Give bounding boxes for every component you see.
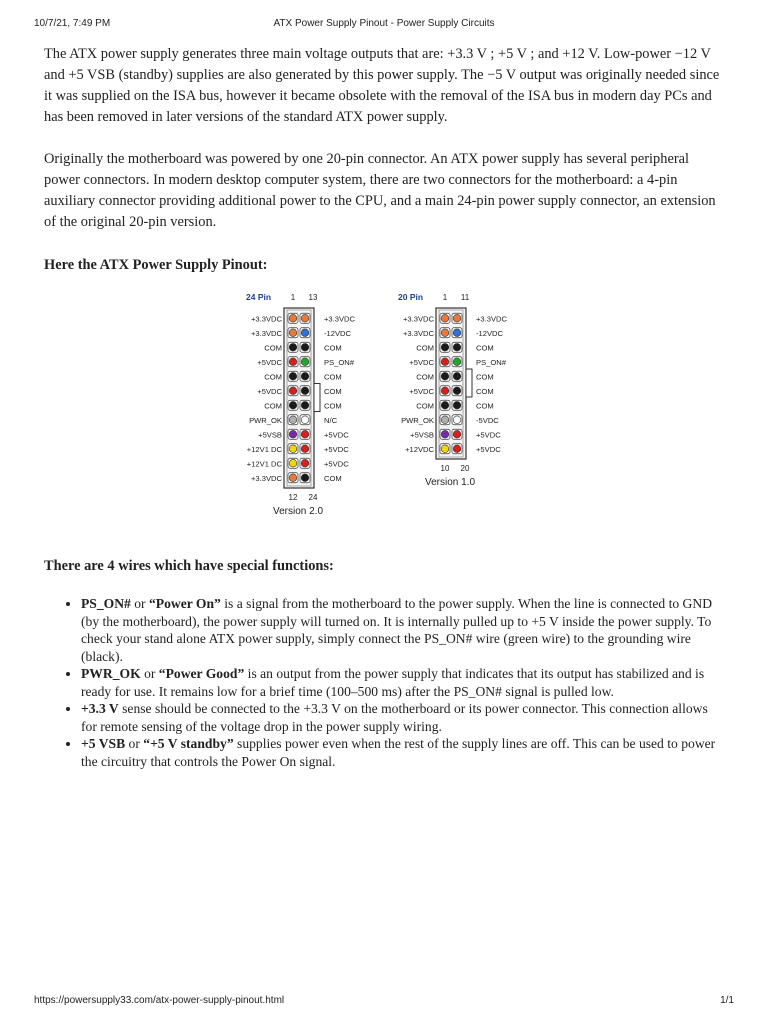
connector20-pin-right-4 [453,358,461,366]
connector20-pin-num-bottom-left: 10 [440,464,450,473]
connector24-pin-left-4 [289,358,297,366]
connector24-label-left-11: +12V1 DC [246,459,282,469]
connector20-pin-num-bottom-right: 20 [460,464,470,473]
connector-paragraph: Originally the motherboard was powered by one 20-pin connector. An ATX power supply has several peripheral power connectors. In modern desktop computer system, there are two connectors for the motherboard: a 4-pin auxiliary connector providing additional power to the CPU, and a main 24-pin power supply connector, an extension of the original 20-pin version. [44,151,716,230]
connector24-label-left-6: +5VDC [257,386,282,396]
connector24-label-left-8: PWR_OK [249,415,282,425]
connector24-label-right-7: COM [324,401,342,411]
connector20-pin-right-6 [453,387,461,395]
connector20-pin-right-1 [453,314,461,322]
connector20-pin-left-4 [441,358,449,366]
connector24-version-label: Version 2.0 [272,506,324,517]
connector20-pin-right-3 [453,343,461,351]
connector24-pin-right-3 [301,343,309,351]
print-page-title: ATX Power Supply Pinout - Power Supply Circuits [273,18,495,29]
pinout-heading: Here the ATX Power Supply Pinout: [44,257,268,273]
connector24-label-right-4: PS_ON# [324,357,354,367]
print-datetime: 10/7/21, 7:49 PM [34,18,111,29]
connector24-label-left-12: +3.3VDC [250,473,282,483]
connector24-pin-left-7 [289,401,297,409]
connector20-pin-right-5 [453,372,461,380]
connector20-label-right-3: COM [476,343,494,353]
term: +3.3 V [81,701,119,716]
connector24-label-right-9: +5VDC [324,430,349,440]
connector24-label-right-12: COM [324,473,342,483]
connector20-label-right-8: -5VDC [476,415,499,425]
print-page-number: 1/1 [720,995,734,1006]
connector24-pin-num-bottom-left: 12 [288,493,298,502]
connector20-label-right-1: +3.3VDC [476,314,508,324]
connector20-pin-right-8 [453,416,461,424]
connector20-title: 20 Pin [398,292,424,302]
connector24-label-right-5: COM [324,372,342,382]
description: is an output from the power supply that indicates that its output has stabilized and is ready for use. It remains low for a brief time (100–500 ms) after the PS_ON# signal is pulled low. [81,666,705,699]
connector24-label-left-4: +5VDC [257,357,282,367]
intro-paragraph: The ATX power supply generates three main voltage outputs that are: +3.3 V ; +5 V ; and +12 V. Low-power −12 V and +5 VSB (standby) supplies are also generated by this power supply. The −5 V output was originally needed since it was supplied on the ISA bus, however it became obsolete with the removal of the ISA bus in modern day PCs and has been removed in later versions of the standard ATX power supply. [44,46,720,125]
connector24-pin-left-11 [289,459,297,467]
list-item-3v3-sense [81,700,726,735]
connector20-label-left-6: +5VDC [409,386,434,396]
special-wires-list [44,595,726,770]
connector24-latch [314,384,320,412]
connector20-label-right-6: COM [476,386,494,396]
connector24-label-left-1: +3.3VDC [250,314,282,324]
connector24-pin-right-5 [301,372,309,380]
connector24-pin-left-6 [289,387,297,395]
connector24-label-right-2: -12VDC [324,328,352,338]
connector20-label-left-7: COM [416,401,434,411]
connector24-pin-num-top-left: 1 [290,293,296,302]
connector20-label-left-8: PWR_OK [401,415,434,425]
connector20-label-left-10: +12VDC [405,444,434,454]
list-item-pwr-ok: • PWR_OK or “Power Good” is an output from the power supply that indicates that its output has stabilized and is ready for use. It remains low for a brief time (100–500 ms) after the PS_ON# signal is pulled low. [81,665,726,700]
connector24-label-left-9: +5VSB [258,430,282,440]
connector24-label-left-7: COM [264,401,282,411]
connector24-label-left-10: +12V1 DC [246,444,282,454]
connector24-pin-right-2 [301,329,309,337]
connector24-pin-left-8 [289,416,297,424]
connector24-label-right-10: +5VDC [324,444,349,454]
connector20-label-left-2: +3.3VDC [402,328,434,338]
connector24-pin-num-bottom-right: 24 [308,493,318,502]
connector20-pin-left-6 [441,387,449,395]
connector20-label-right-10: +5VDC [476,444,501,454]
alias: “Power Good” [158,666,245,681]
print-footer [34,995,734,1009]
connector20-pin-left-8 [441,416,449,424]
alias: “Power On” [148,596,221,611]
article-body [44,44,726,770]
connector20-pin-left-9 [441,430,449,438]
connector20-latch [466,369,472,397]
connector24-pin-num-top-right: 13 [308,293,318,302]
connector24-pin-left-1 [289,314,297,322]
connector20-pin-left-1 [441,314,449,322]
connector24-pin-right-7 [301,401,309,409]
connector24-pin-right-1 [301,314,309,322]
connector20-pin-left-2 [441,329,449,337]
connector24-label-left-3: COM [264,343,282,353]
connector20-label-left-9: +5VSB [410,430,434,440]
connector20-label-left-3: COM [416,343,434,353]
connector20-label-right-9: +5VDC [476,430,501,440]
connector24-label-right-8: N/C [324,415,338,425]
connector20-label-left-1: +3.3VDC [402,314,434,324]
description: supplies power even when the rest of the supply lines are off. This can be used to power the circuitry that controls the Power On signal. [81,736,716,769]
connector20-label-left-4: +5VDC [409,357,434,367]
description: sense should be connected to the +3.3 V on the motherboard or its power connector. This connection allows for remote sensing of the voltage drop in the power supply wiring. [81,701,708,734]
connector24-label-right-1: +3.3VDC [324,314,356,324]
connector20-label-right-4: PS_ON# [476,357,506,367]
description: is a signal from the motherboard to the power supply. When the line is connected to GND (by the motherboard), the power supply will turned on. It is internally pulled up to +5 V inside the power supply. To check your stand alone ATX power supply, simply connect the PS_ON# wire (green wire) to the grounding wire (black). [81,596,713,664]
connector20-pin-right-7 [453,401,461,409]
list-item-ps-on: • PS_ON# or “Power On” is a signal from the motherboard to the power supply. When the line is connected to GND (by the motherboard), the power supply will turned on. It is internally pulled up to +5 V inside the power supply. To check your stand alone ATX power supply, simply connect the PS_ON# wire (green wire) to the grounding wire (black). [81,595,726,665]
term: PS_ON# [81,596,131,611]
alias: “+5 V standby” [143,736,234,751]
connector20-label-left-5: COM [416,372,434,382]
print-url: https://powersupply33.com/atx-power-supply-pinout.html [34,995,285,1006]
connector20-pin-right-2 [453,329,461,337]
special-functions-heading: There are 4 wires which have special functions: [44,558,334,574]
connector20-label-right-5: COM [476,372,494,382]
connector20-pin-left-3 [441,343,449,351]
connector24-pin-right-12 [301,474,309,482]
term: +5 VSB [81,736,126,751]
connector24-pin-left-2 [289,329,297,337]
connector24-label-left-2: +3.3VDC [250,328,282,338]
connector20-pin-left-7 [441,401,449,409]
connector24-label-right-11: +5VDC [324,459,349,469]
term: PWR_OK [81,666,141,681]
connector20-pin-num-top-left: 1 [442,293,448,302]
pinout-diagram [44,290,726,538]
connector24-pin-right-10 [301,445,309,453]
connector20-label-right-7: COM [476,401,494,411]
connector24-label-right-3: COM [324,343,342,353]
connector24-pin-left-3 [289,343,297,351]
connector24-label-right-6: COM [324,386,342,396]
connector20-pin-left-5 [441,372,449,380]
list-item-5vsb: • +5 VSB or “+5 V standby” supplies power even when the rest of the supply lines are off. This can be used to power the circuitry that controls the Power On signal. [81,735,726,770]
connector20-pin-left-10 [441,445,449,453]
connector24-title: 24 Pin [246,292,272,302]
connector20-pin-num-top-right: 11 [460,293,470,302]
pinout-diagram-svg [44,290,726,538]
print-header [34,18,734,32]
connector20-label-right-2: -12VDC [476,328,504,338]
connector24-label-left-5: COM [264,372,282,382]
connector24-pin-left-5 [289,372,297,380]
connector24-pin-right-8 [301,416,309,424]
connector20-version-label: Version 1.0 [424,477,476,488]
connector24-pin-left-10 [289,445,297,453]
connector20-pin-right-10 [453,445,461,453]
connector24-pin-right-11 [301,459,309,467]
connector24-pin-right-4 [301,358,309,366]
connector24-pin-left-9 [289,430,297,438]
connector20-pin-right-9 [453,430,461,438]
connector24-pin-right-6 [301,387,309,395]
connector24-pin-left-12 [289,474,297,482]
connector24-pin-right-9 [301,430,309,438]
